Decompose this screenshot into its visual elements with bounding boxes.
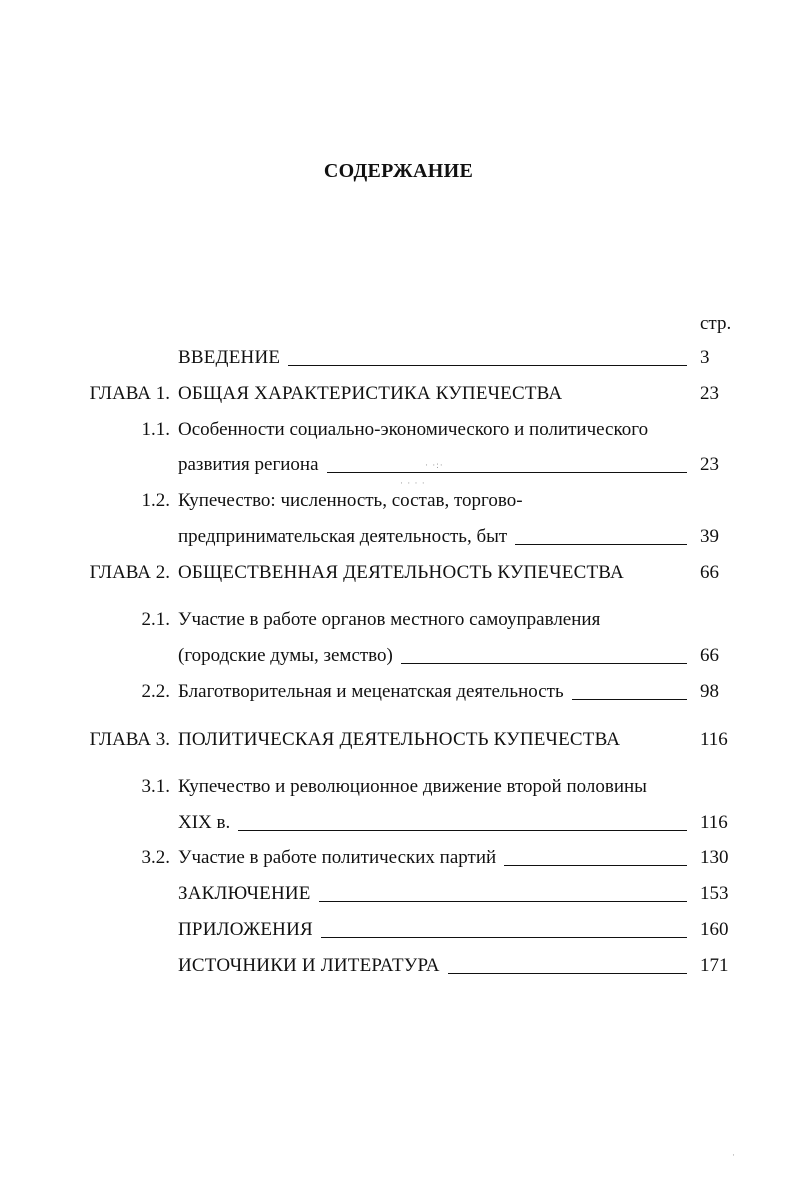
toc-page-number: 171 xyxy=(700,955,729,976)
toc-page-number: 66 xyxy=(700,562,719,583)
toc-page-number: 98 xyxy=(700,681,719,702)
leader-line xyxy=(572,699,687,700)
toc-entry-label: ГЛАВА 3. xyxy=(89,729,170,750)
leader-line xyxy=(288,365,687,366)
toc-entry-label: 3.1. xyxy=(141,776,170,797)
toc-entry-text: ОБЩАЯ ХАРАКТЕРИСТИКА КУПЕЧЕСТВА xyxy=(178,383,563,404)
scan-speck: · · · · xyxy=(400,478,426,488)
toc-entry-section-2-1-continued[interactable] xyxy=(0,643,797,669)
toc-entry-label: 2.2. xyxy=(141,681,170,702)
toc-entry-chapter-3[interactable] xyxy=(0,727,797,753)
toc-entry-introduction[interactable] xyxy=(0,345,797,371)
scan-speck: · ·:· xyxy=(425,460,444,470)
toc-entry-text: ПРИЛОЖЕНИЯ xyxy=(178,919,313,940)
toc-entry-section-1-2[interactable] xyxy=(0,488,797,514)
toc-entry-text: ПОЛИТИЧЕСКАЯ ДЕЯТЕЛЬНОСТЬ КУПЕЧЕСТВА xyxy=(178,729,621,750)
leader-line xyxy=(448,973,687,974)
toc-entry-text: Участие в работе политических партий xyxy=(178,847,497,868)
leader-line xyxy=(327,472,687,473)
toc-page-number: 130 xyxy=(700,847,729,868)
toc-entry-text: XIX в. xyxy=(178,812,231,833)
leader-line xyxy=(238,830,687,831)
toc-entry-section-1-1[interactable] xyxy=(0,417,797,443)
scan-speck: · xyxy=(732,1150,736,1160)
toc-entry-text: Благотворительная и меценатская деятельность xyxy=(178,681,564,702)
page-column-header: стр. xyxy=(700,313,732,334)
toc-entry-text: ЗАКЛЮЧЕНИЕ xyxy=(178,883,311,904)
toc-entry-conclusion[interactable] xyxy=(0,881,797,907)
toc-entry-section-1-2-continued[interactable] xyxy=(0,524,797,550)
toc-page-number: 23 xyxy=(700,454,719,475)
toc-page-number: 23 xyxy=(700,383,719,404)
toc-entry-section-1-1-continued[interactable] xyxy=(0,452,797,478)
toc-entry-section-3-1[interactable] xyxy=(0,774,797,800)
toc-entry-sources[interactable] xyxy=(0,953,797,979)
toc-entry-label: 1.2. xyxy=(141,490,170,511)
toc-entry-appendices[interactable] xyxy=(0,917,797,943)
toc-entry-text: ВВЕДЕНИЕ xyxy=(178,347,281,368)
leader-line xyxy=(319,901,687,902)
toc-entry-section-3-2[interactable] xyxy=(0,845,797,871)
toc-page-number: 3 xyxy=(700,347,710,368)
toc-page-number: 116 xyxy=(700,812,728,833)
toc-entry-label: ГЛАВА 1. xyxy=(89,383,170,404)
toc-entry-label: ГЛАВА 2. xyxy=(89,562,170,583)
toc-page-number: 153 xyxy=(700,883,729,904)
toc-entry-label: 1.1. xyxy=(141,419,170,440)
toc-entry-section-2-1[interactable] xyxy=(0,607,797,633)
toc-entry-text: предпринимательская деятельность, быт xyxy=(178,526,508,547)
toc-page-number: 116 xyxy=(700,729,728,750)
toc-entry-text: развития региона xyxy=(178,454,319,475)
toc-entry-label: 2.1. xyxy=(141,609,170,630)
toc-entry-chapter-2[interactable] xyxy=(0,560,797,586)
leader-line xyxy=(401,663,687,664)
toc-entry-section-2-2[interactable] xyxy=(0,679,797,705)
toc-entry-chapter-1[interactable] xyxy=(0,381,797,407)
toc-entry-text: (городские думы, земство) xyxy=(178,645,393,666)
toc-page-number: 39 xyxy=(700,526,719,547)
toc-entry-text: Особенности социально-экономического и политического xyxy=(178,419,649,440)
toc-entry-text: Участие в работе органов местного самоуправления xyxy=(178,609,601,630)
leader-line xyxy=(504,865,687,866)
toc-entry-text: ОБЩЕСТВЕННАЯ ДЕЯТЕЛЬНОСТЬ КУПЕЧЕСТВА xyxy=(178,562,624,583)
leader-line xyxy=(515,544,687,545)
page-title: СОДЕРЖАНИЕ xyxy=(323,160,474,182)
toc-page-number: 66 xyxy=(700,645,719,666)
toc-entry-section-3-1-continued[interactable] xyxy=(0,810,797,836)
toc-entry-text: ИСТОЧНИКИ И ЛИТЕРАТУРА xyxy=(178,955,440,976)
toc-entry-text: Купечество: численность, состав, торгово- xyxy=(178,490,523,511)
toc-entry-text: Купечество и революционное движение второй половины xyxy=(178,776,647,797)
leader-line xyxy=(321,937,687,938)
toc-entry-label: 3.2. xyxy=(141,847,170,868)
toc-page-number: 160 xyxy=(700,919,729,940)
